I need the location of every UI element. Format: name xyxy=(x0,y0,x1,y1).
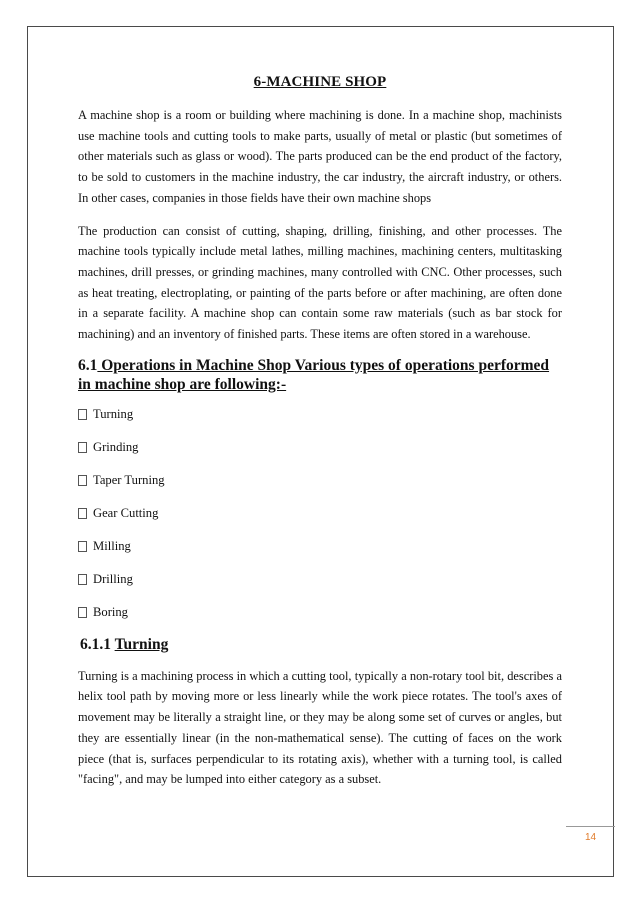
page-number xyxy=(566,826,615,843)
list-item xyxy=(78,404,562,437)
bullet-box-icon xyxy=(78,442,87,453)
operations-list xyxy=(78,404,562,635)
list-item-label: Gear Cutting xyxy=(93,505,159,520)
list-item xyxy=(78,536,562,569)
page-content xyxy=(78,74,562,790)
list-item xyxy=(78,503,562,536)
bullet-box-icon xyxy=(78,508,87,519)
list-item xyxy=(78,437,562,470)
page-title-text: 6-MACHINE SHOP xyxy=(253,74,387,90)
list-item-label: Boring xyxy=(93,604,128,619)
section-number: 6.1 xyxy=(78,356,98,374)
bullet-box-icon xyxy=(78,607,87,618)
list-item xyxy=(78,470,562,503)
bullet-box-icon xyxy=(78,409,87,420)
bullet-box-icon xyxy=(78,574,87,585)
page-title xyxy=(78,74,562,91)
section-heading-text: Operations in Machine Shop Various types of operations performed in machine shop are following:- xyxy=(78,356,550,393)
page-number-text: 14 xyxy=(584,832,597,843)
subsection-heading xyxy=(80,636,562,654)
list-item-label: Drilling xyxy=(93,571,133,586)
list-item-label: Milling xyxy=(93,538,131,553)
subsection-heading-text: Turning xyxy=(114,635,169,653)
subsection-number: 6.1.1 xyxy=(80,635,111,653)
list-item-label: Taper Turning xyxy=(93,472,165,487)
list-item-label: Turning xyxy=(93,406,134,421)
intro-paragraph: The production can consist of cutting, shaping, drilling, finishing, and other processes. The machine tools typically include metal lathes, milling machines, machining centers, multitasking machines, drill presses, or grinding machines, many controlled with CNC. Other processes, such as heat treating, electroplating, or painting of the parts before or after machining, are often done in a separate facility. A machine shop can contain some raw materials (such as bar stock for machining) and an inventory of finished parts. These items are often stored in a warehouse. xyxy=(78,223,562,342)
section-heading xyxy=(78,356,562,394)
intro-paragraph: A machine shop is a room or building where machining is done. In a machine shop, machinists use machine tools and cutting tools to make parts, usually of metal or plastic (but sometimes of other materials such as glass or wood). The parts produced can be the end product of the factory, to be sold to customers in the machine industry, the car industry, the aircraft industry, or others. In other cases, companies in those fields have their own machine shops xyxy=(78,108,562,205)
subsection-paragraph: Turning is a machining process in which a cutting tool, typically a non-rotary tool bit, describes a helix tool path by moving more or less linearly while the work piece rotates. The tool's axes of movement may be literally a straight line, or they may be along some set of curves or angles, but they are essentially linear (in the non-mathematical sense). The cutting of faces on the work piece (that is, surfaces perpendicular to its rotating axis), whether with a turning tool, is called "facing", and may be lumped into either category as a subset. xyxy=(78,668,562,787)
list-item-label: Grinding xyxy=(93,439,139,454)
bullet-box-icon xyxy=(78,475,87,486)
list-item xyxy=(78,602,562,635)
list-item xyxy=(78,569,562,602)
bullet-box-icon xyxy=(78,541,87,552)
